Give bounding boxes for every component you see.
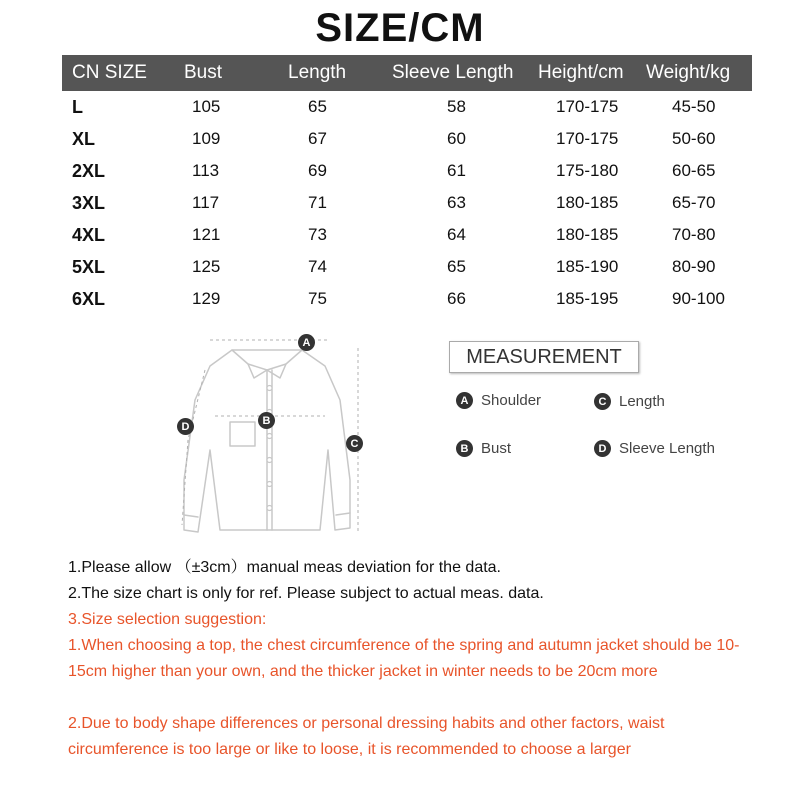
notes-section xyxy=(68,555,768,763)
table-header xyxy=(62,55,752,91)
table-cell: 125 xyxy=(192,257,221,276)
legend-label: Length xyxy=(619,393,665,410)
header-height: Height/cm xyxy=(538,62,624,83)
table-cell: 69 xyxy=(308,161,327,180)
table-cell: 67 xyxy=(308,129,327,148)
legend-length xyxy=(594,393,665,410)
table-row xyxy=(62,155,752,187)
table-cell: 109 xyxy=(192,129,221,148)
table-cell: 75 xyxy=(308,289,327,308)
table-body xyxy=(62,91,752,315)
shirt-diagram xyxy=(170,330,380,550)
header-length: Length xyxy=(288,62,347,83)
table-cell: 58 xyxy=(447,97,466,116)
legend-bust xyxy=(456,440,511,457)
note-suggestion-1: 1.When choosing a top, the chest circumference of the spring and autumn jacket should be 10-15cm higher than your own, and the thicker jacket in winter needs to be 20cm more xyxy=(68,637,740,680)
table-cell: 70-80 xyxy=(672,225,716,244)
note-suggestion-heading: 3.Size selection suggestion: xyxy=(68,611,267,628)
table-cell: 73 xyxy=(308,225,327,244)
marker-a-icon: A xyxy=(298,334,315,351)
table-cell: 180-185 xyxy=(556,225,619,244)
table-cell: 2XL xyxy=(72,160,106,181)
table-cell: 50-60 xyxy=(672,129,716,148)
table-cell: 4XL xyxy=(72,224,106,245)
table-cell: 63 xyxy=(447,193,466,212)
legend-label: Sleeve Length xyxy=(619,440,715,457)
table-cell: 3XL xyxy=(72,192,106,213)
legend-b-icon: B xyxy=(456,440,473,457)
table-cell: 113 xyxy=(192,161,220,180)
table-cell: 129 xyxy=(192,289,221,308)
table-cell: 74 xyxy=(308,257,327,276)
table-cell: 65-70 xyxy=(672,193,716,212)
table-row xyxy=(62,123,752,155)
table-cell: 6XL xyxy=(72,288,106,309)
legend-a-icon: A xyxy=(456,392,473,409)
table-cell: 71 xyxy=(308,193,327,212)
page-title: SIZE/CM xyxy=(315,6,485,50)
table-row xyxy=(62,187,752,219)
marker-c-icon: C xyxy=(346,435,363,452)
table-cell: 170-175 xyxy=(556,97,619,116)
legend-label: Shoulder xyxy=(481,392,542,409)
table-cell: 117 xyxy=(192,193,220,212)
legend-d-icon: D xyxy=(594,440,611,457)
table-cell: 175-180 xyxy=(556,161,619,180)
legend-label: Bust xyxy=(481,440,512,457)
table-cell: 5XL xyxy=(72,256,106,277)
table-cell: 45-50 xyxy=(672,97,716,116)
legend-shoulder xyxy=(456,392,541,409)
header-weight: Weight/kg xyxy=(646,62,731,83)
header-cn-size: CN SIZE xyxy=(72,62,147,83)
marker-b-icon: B xyxy=(258,412,275,429)
table-cell: 60 xyxy=(447,129,466,148)
note-deviation: 1.Please allow （±3cm）manual meas deviation for the data. xyxy=(68,559,502,576)
marker-d-icon: D xyxy=(177,418,194,435)
table-cell: 180-185 xyxy=(556,193,619,212)
table-cell: 121 xyxy=(192,225,221,244)
table-cell: 170-175 xyxy=(556,129,619,148)
table-row xyxy=(62,219,752,251)
note-suggestion-2: 2.Due to body shape differences or personal dressing habits and other factors, waist circumference is too large or like to loose, it is recommended to choose a larger xyxy=(68,715,665,758)
table-cell: L xyxy=(72,96,83,117)
legend-c-icon: C xyxy=(594,393,611,410)
table-row xyxy=(62,283,752,315)
table-cell: 64 xyxy=(447,225,466,244)
table-row xyxy=(62,251,752,283)
header-bust: Bust xyxy=(184,62,223,83)
table-cell: 105 xyxy=(192,97,221,116)
table-cell: 80-90 xyxy=(672,257,716,276)
table-row xyxy=(62,91,752,123)
note-reference: 2.The size chart is only for ref. Please subject to actual meas. data. xyxy=(68,585,544,602)
table-cell: 66 xyxy=(447,289,466,308)
table-cell: 185-190 xyxy=(556,257,619,276)
table-cell: 65 xyxy=(447,257,466,276)
table-cell: XL xyxy=(72,128,96,149)
table-cell: 90-100 xyxy=(672,289,725,308)
legend-sleeve-length xyxy=(594,440,715,457)
size-table xyxy=(62,55,752,315)
table-cell: 60-65 xyxy=(672,161,716,180)
measurement-title: MEASUREMENT xyxy=(449,341,639,373)
table-cell: 61 xyxy=(447,161,466,180)
table-cell: 185-195 xyxy=(556,289,619,308)
table-cell: 65 xyxy=(308,97,327,116)
header-sleeve-length: Sleeve Length xyxy=(392,62,514,83)
